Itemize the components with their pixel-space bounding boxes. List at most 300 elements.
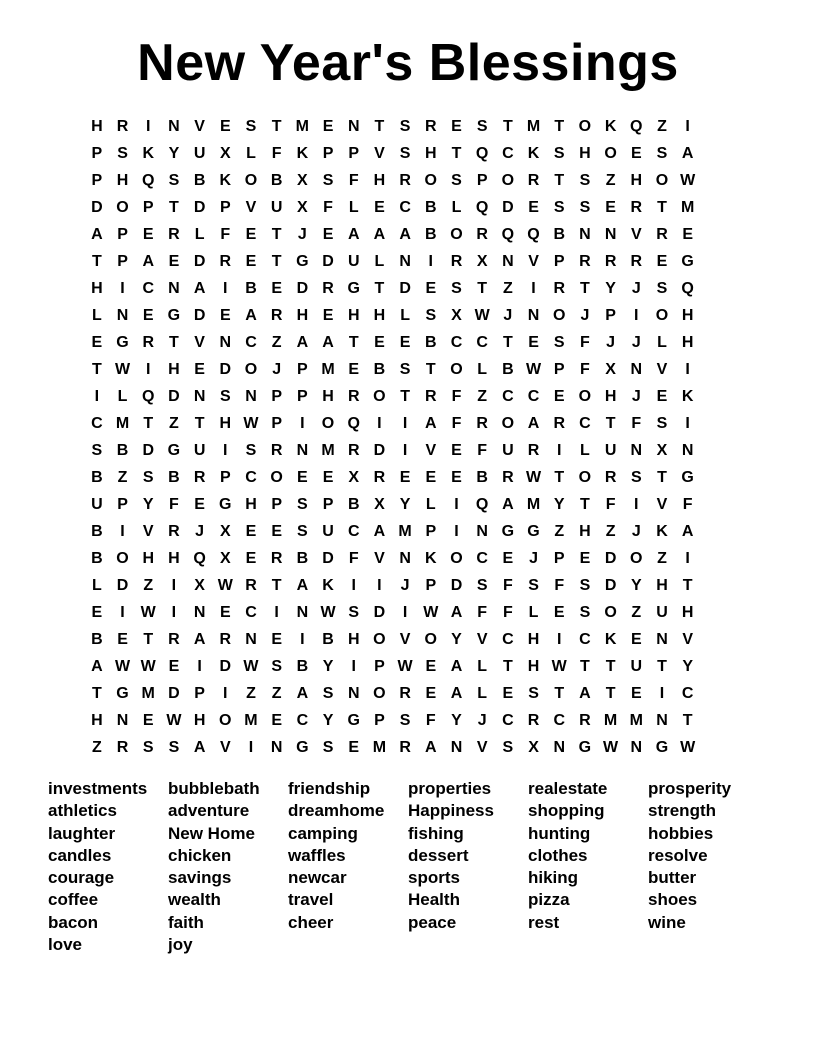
grid-letter: A <box>193 279 206 297</box>
grid-letter: S <box>142 738 154 756</box>
grid-letter: N <box>502 252 514 270</box>
grid-letter: C <box>579 414 591 432</box>
grid-letter: R <box>527 711 540 729</box>
grid-letter: Q <box>347 414 360 432</box>
grid-letter: C <box>296 711 309 729</box>
grid-letter: S <box>399 144 411 162</box>
grid-letter: O <box>450 225 463 243</box>
grid-letter: E <box>271 711 282 729</box>
grid-letter: E <box>322 468 334 486</box>
grid-letter: V <box>194 117 205 135</box>
grid-letter: Z <box>271 333 282 351</box>
grid-letter: I <box>402 441 408 459</box>
grid-letter: H <box>142 549 154 567</box>
grid-letter: H <box>296 306 309 324</box>
grid-letter: A <box>322 333 334 351</box>
grid-letter: E <box>348 360 360 378</box>
grid-letter: C <box>476 333 488 351</box>
grid-letter: E <box>553 387 565 405</box>
grid-letter: O <box>244 360 258 378</box>
word-list-item: rest <box>528 912 560 932</box>
grid-letter: X <box>297 198 308 216</box>
grid-letter: C <box>476 549 488 567</box>
grid-letter: R <box>116 117 129 135</box>
grid-row <box>84 302 701 329</box>
grid-letter: P <box>476 171 488 189</box>
grid-letter: E <box>194 360 205 378</box>
grid-letter: F <box>451 387 462 405</box>
grid-letter: E <box>451 468 462 486</box>
grid-letter: N <box>347 684 360 702</box>
grid-letter: N <box>168 117 180 135</box>
grid-letter: S <box>656 279 668 297</box>
grid-letter: M <box>244 711 258 729</box>
grid-letter: P <box>271 495 282 513</box>
grid-letter: E <box>605 198 616 216</box>
grid-letter: I <box>556 630 562 648</box>
grid-letter: Q <box>681 279 694 297</box>
grid-letter: E <box>451 117 462 135</box>
grid-letter: H <box>373 306 386 324</box>
grid-letter: W <box>140 657 156 675</box>
grid-row <box>84 275 701 302</box>
grid-letter: A <box>373 522 386 540</box>
grid-letter: P <box>348 144 360 162</box>
word-list-item: sports <box>408 868 460 888</box>
grid-letter: S <box>322 171 334 189</box>
grid-letter: I <box>556 441 562 459</box>
grid-letter: N <box>193 603 206 621</box>
grid-letter: M <box>629 711 643 729</box>
grid-letter: W <box>140 603 156 621</box>
grid-letter: T <box>348 333 359 351</box>
grid-letter: G <box>681 468 694 486</box>
grid-letter: D <box>373 603 386 621</box>
word-list-item: butter <box>648 868 697 888</box>
word-list-item: realestate <box>528 779 608 798</box>
grid-letter: P <box>425 576 437 594</box>
grid-letter: R <box>553 279 565 297</box>
grid-letter: P <box>425 522 437 540</box>
grid-letter: T <box>554 684 565 702</box>
grid-letter: Y <box>451 630 462 648</box>
grid-letter: B <box>425 198 437 216</box>
grid-letter: D <box>373 441 386 459</box>
grid-letter: T <box>451 144 462 162</box>
word-list-item: clothes <box>528 845 588 865</box>
grid-letter: V <box>528 252 539 270</box>
grid-letter: A <box>142 252 154 270</box>
grid-letter: I <box>402 414 408 432</box>
grid-letter: T <box>502 117 513 135</box>
grid-letter: A <box>193 738 206 756</box>
grid-letter: H <box>630 171 643 189</box>
grid-letter: R <box>527 171 540 189</box>
grid-letter: F <box>425 711 436 729</box>
grid-letter: E <box>219 603 231 621</box>
grid-row <box>84 113 701 140</box>
grid-letter: E <box>117 630 128 648</box>
grid-letter: A <box>91 657 103 675</box>
grid-letter: I <box>454 522 459 540</box>
grid-letter: C <box>502 387 514 405</box>
grid-letter: H <box>373 171 386 189</box>
grid-letter: I <box>634 306 639 324</box>
grid-letter: L <box>348 198 359 216</box>
grid-letter: K <box>322 576 334 594</box>
grid-letter: O <box>244 171 258 189</box>
grid-letter: R <box>142 333 154 351</box>
grid-letter: R <box>219 630 232 648</box>
grid-letter: C <box>245 603 257 621</box>
grid-letter: F <box>580 333 590 351</box>
grid-letter: I <box>248 738 254 756</box>
word-list-item: hobbies <box>648 823 714 843</box>
grid-letter: O <box>655 171 669 189</box>
grid-letter: R <box>270 306 283 324</box>
grid-row <box>84 167 701 194</box>
grid-row <box>84 437 701 464</box>
grid-row <box>84 383 701 410</box>
word-list-item: peace <box>408 912 457 932</box>
grid-letter: P <box>374 657 385 675</box>
grid-letter: X <box>451 306 462 324</box>
grid-letter: O <box>424 171 437 189</box>
grid-letter: N <box>527 306 540 324</box>
grid-letter: W <box>525 468 542 486</box>
grid-letter: N <box>347 117 360 135</box>
grid-letter: T <box>271 117 282 135</box>
grid-letter: B <box>322 630 334 648</box>
grid-letter: Y <box>553 495 565 513</box>
grid-letter: E <box>271 279 282 297</box>
grid-letter: F <box>682 495 693 513</box>
grid-letter: P <box>117 225 128 243</box>
grid-letter: B <box>296 549 309 567</box>
grid-letter: S <box>322 684 334 702</box>
grid-letter: O <box>501 171 515 189</box>
grid-letter: L <box>91 306 102 324</box>
grid-letter: W <box>423 603 439 621</box>
grid-letter: T <box>169 198 179 216</box>
grid-letter: R <box>630 252 643 270</box>
grid-letter: E <box>245 252 257 270</box>
grid-letter: U <box>322 522 334 540</box>
grid-letter: L <box>194 225 205 243</box>
grid-letter: W <box>320 603 336 621</box>
grid-letter: E <box>425 279 437 297</box>
grid-letter: N <box>604 225 617 243</box>
word-list-item: love <box>48 935 83 955</box>
grid-letter: E <box>168 252 180 270</box>
grid-letter: N <box>116 711 129 729</box>
grid-letter: Y <box>322 657 334 675</box>
grid-letter: O <box>578 468 592 486</box>
grid-letter: P <box>117 495 128 513</box>
grid-letter: Q <box>475 198 489 216</box>
grid-letter: B <box>116 441 129 459</box>
grid-letter: P <box>553 252 565 270</box>
grid-letter: E <box>348 738 360 756</box>
grid-letter: L <box>477 684 488 702</box>
grid-letter: N <box>399 549 411 567</box>
grid-letter: S <box>168 171 180 189</box>
grid-letter: I <box>120 522 125 540</box>
grid-letter: T <box>143 414 154 432</box>
word-list-item: joy <box>168 935 193 955</box>
grid-letter: R <box>604 468 617 486</box>
grid-letter: E <box>245 549 257 567</box>
grid-row <box>84 194 701 221</box>
grid-letter: I <box>377 414 382 432</box>
grid-letter: A <box>681 522 694 540</box>
grid-letter: H <box>168 360 180 378</box>
word-list-item: New Home <box>168 823 255 843</box>
grid-letter: M <box>398 522 412 540</box>
grid-letter: J <box>272 360 282 378</box>
grid-letter: E <box>219 306 231 324</box>
grid-letter: S <box>399 360 411 378</box>
grid-letter: T <box>400 387 410 405</box>
grid-letter: E <box>630 684 642 702</box>
grid-letter: J <box>195 522 205 540</box>
grid-letter: A <box>296 333 309 351</box>
grid-letter: E <box>142 711 154 729</box>
grid-letter: T <box>194 414 205 432</box>
grid-letter: Y <box>630 576 642 594</box>
grid-letter: L <box>91 576 102 594</box>
grid-letter: P <box>322 495 334 513</box>
grid-letter: X <box>219 144 231 162</box>
grid-letter: R <box>399 738 411 756</box>
grid-letter: X <box>374 495 385 513</box>
grid-row <box>84 626 701 653</box>
grid-letter: O <box>630 549 643 567</box>
grid-letter: T <box>682 711 693 729</box>
grid-letter: C <box>579 630 591 648</box>
grid-letter: R <box>245 576 257 594</box>
grid-letter: A <box>399 225 411 243</box>
grid-letter: W <box>525 360 542 378</box>
word-list-item: cheer <box>288 912 334 932</box>
grid-letter: D <box>450 576 463 594</box>
grid-letter: I <box>377 576 382 594</box>
grid-letter: G <box>116 684 129 702</box>
grid-letter: I <box>300 414 305 432</box>
grid-letter: W <box>603 738 619 756</box>
word-list-item: strength <box>648 801 716 821</box>
grid-letter: B <box>425 333 437 351</box>
grid-letter: O <box>424 630 437 648</box>
grid-letter: D <box>116 576 129 594</box>
word-list-item: hunting <box>528 823 591 843</box>
word-list-item: wine <box>648 912 686 932</box>
grid-letter: T <box>580 657 590 675</box>
grid-letter: C <box>502 711 514 729</box>
grid-letter: R <box>219 252 232 270</box>
grid-letter: F <box>554 576 565 594</box>
grid-letter: I <box>531 279 536 297</box>
grid-row <box>84 518 701 545</box>
grid-letter: S <box>528 576 539 594</box>
grid-letter: T <box>657 468 667 486</box>
grid-letter: Y <box>142 495 154 513</box>
grid-letter: G <box>527 522 540 540</box>
grid-letter: K <box>219 171 232 189</box>
grid-letter: R <box>425 117 437 135</box>
grid-letter: D <box>322 252 334 270</box>
grid-letter: N <box>219 333 232 351</box>
grid-letter: N <box>553 738 565 756</box>
grid-letter: T <box>554 468 565 486</box>
grid-letter: S <box>117 144 128 162</box>
grid-letter: N <box>193 387 206 405</box>
word-list-item: athletics <box>48 801 117 821</box>
grid-letter: R <box>630 198 643 216</box>
word-list-item: investments <box>48 779 148 798</box>
grid-letter: B <box>553 225 565 243</box>
grid-letter: U <box>630 657 643 675</box>
grid-letter: F <box>348 549 359 567</box>
grid-row <box>84 572 701 599</box>
grid-letter: G <box>116 333 129 351</box>
word-list <box>48 778 768 956</box>
grid-letter: G <box>347 711 360 729</box>
grid-letter: G <box>501 522 515 540</box>
grid-letter: R <box>347 441 360 459</box>
grid-letter: H <box>681 306 694 324</box>
grid-letter: D <box>219 360 232 378</box>
grid-letter: P <box>322 144 334 162</box>
grid-row <box>84 410 701 437</box>
grid-letter: Z <box>657 549 667 567</box>
grid-letter: J <box>631 522 641 540</box>
grid-letter: H <box>527 630 540 648</box>
grid-letter: C <box>502 630 514 648</box>
grid-letter: H <box>579 144 591 162</box>
grid-letter: X <box>528 738 539 756</box>
grid-letter: O <box>321 414 335 432</box>
grid-letter: I <box>274 603 279 621</box>
grid-letter: M <box>295 117 309 135</box>
grid-letter: U <box>347 252 360 270</box>
grid-letter: E <box>425 684 437 702</box>
grid-letter: K <box>296 144 309 162</box>
grid-letter: G <box>681 252 694 270</box>
grid-letter: P <box>297 360 308 378</box>
grid-letter: P <box>374 711 385 729</box>
grid-letter: F <box>580 360 590 378</box>
word-list-item: dessert <box>408 845 469 865</box>
grid-letter: R <box>168 630 180 648</box>
grid-letter: Z <box>246 684 256 702</box>
grid-letter: T <box>477 279 488 297</box>
grid-letter: T <box>374 279 385 297</box>
grid-letter: E <box>399 333 411 351</box>
grid-letter: O <box>270 468 283 486</box>
grid-letter: V <box>425 441 437 459</box>
grid-letter: S <box>322 738 334 756</box>
grid-letter: T <box>605 657 616 675</box>
grid-letter: R <box>579 711 591 729</box>
grid-letter: B <box>373 360 386 378</box>
grid-letter: I <box>428 252 433 270</box>
grid-letter: D <box>296 279 309 297</box>
grid-row <box>84 653 701 680</box>
grid-letter: P <box>271 414 282 432</box>
grid-letter: V <box>194 333 205 351</box>
grid-letter: A <box>681 144 694 162</box>
grid-letter: V <box>374 549 385 567</box>
word-list-item: shopping <box>528 801 605 821</box>
grid-letter: J <box>631 387 641 405</box>
grid-letter: E <box>656 387 668 405</box>
grid-letter: S <box>579 171 591 189</box>
grid-letter: C <box>91 414 103 432</box>
grid-letter: S <box>91 441 103 459</box>
grid-letter: W <box>114 360 131 378</box>
grid-letter: P <box>271 387 282 405</box>
grid-letter: U <box>270 198 283 216</box>
grid-letter: Z <box>657 117 667 135</box>
grid-letter: M <box>372 738 387 756</box>
grid-letter: C <box>245 468 257 486</box>
grid-letter: E <box>682 225 693 243</box>
grid-letter: T <box>374 117 385 135</box>
grid-letter: M <box>526 117 541 135</box>
grid-letter: R <box>399 684 411 702</box>
word-list-item: bacon <box>48 912 99 932</box>
grid-letter: T <box>502 333 513 351</box>
grid-letter: P <box>194 684 205 702</box>
grid-letter: J <box>297 225 307 243</box>
grid-letter: A <box>347 225 360 243</box>
grid-letter: E <box>553 603 565 621</box>
grid-letter: J <box>400 576 410 594</box>
grid-letter: Q <box>475 495 489 513</box>
grid-letter: N <box>656 630 668 648</box>
grid-letter: Q <box>527 225 540 243</box>
grid-letter: B <box>425 225 437 243</box>
grid-letter: H <box>425 144 437 162</box>
grid-letter: F <box>169 495 179 513</box>
grid-letter: R <box>193 468 206 486</box>
grid-letter: G <box>347 279 360 297</box>
grid-letter: W <box>474 306 490 324</box>
grid-letter: T <box>271 225 282 243</box>
grid-letter: F <box>271 144 282 162</box>
grid-row <box>84 464 701 491</box>
grid-letter: Y <box>322 711 334 729</box>
grid-letter: B <box>476 468 488 486</box>
grid-letter: H <box>681 333 694 351</box>
grid-letter: T <box>554 171 565 189</box>
grid-letter: I <box>454 495 459 513</box>
grid-letter: B <box>245 279 257 297</box>
grid-letter: K <box>142 144 154 162</box>
grid-letter: C <box>681 684 694 702</box>
grid-letter: H <box>527 657 540 675</box>
grid-letter: I <box>351 657 356 675</box>
word-list-item: hiking <box>528 868 579 888</box>
grid-letter: I <box>685 360 690 378</box>
grid-letter: E <box>219 117 231 135</box>
grid-letter: W <box>680 171 696 189</box>
grid-letter: A <box>296 576 309 594</box>
grid-letter: Q <box>193 549 206 567</box>
grid-letter: N <box>296 603 309 621</box>
word-list-item: newcar <box>288 868 347 888</box>
